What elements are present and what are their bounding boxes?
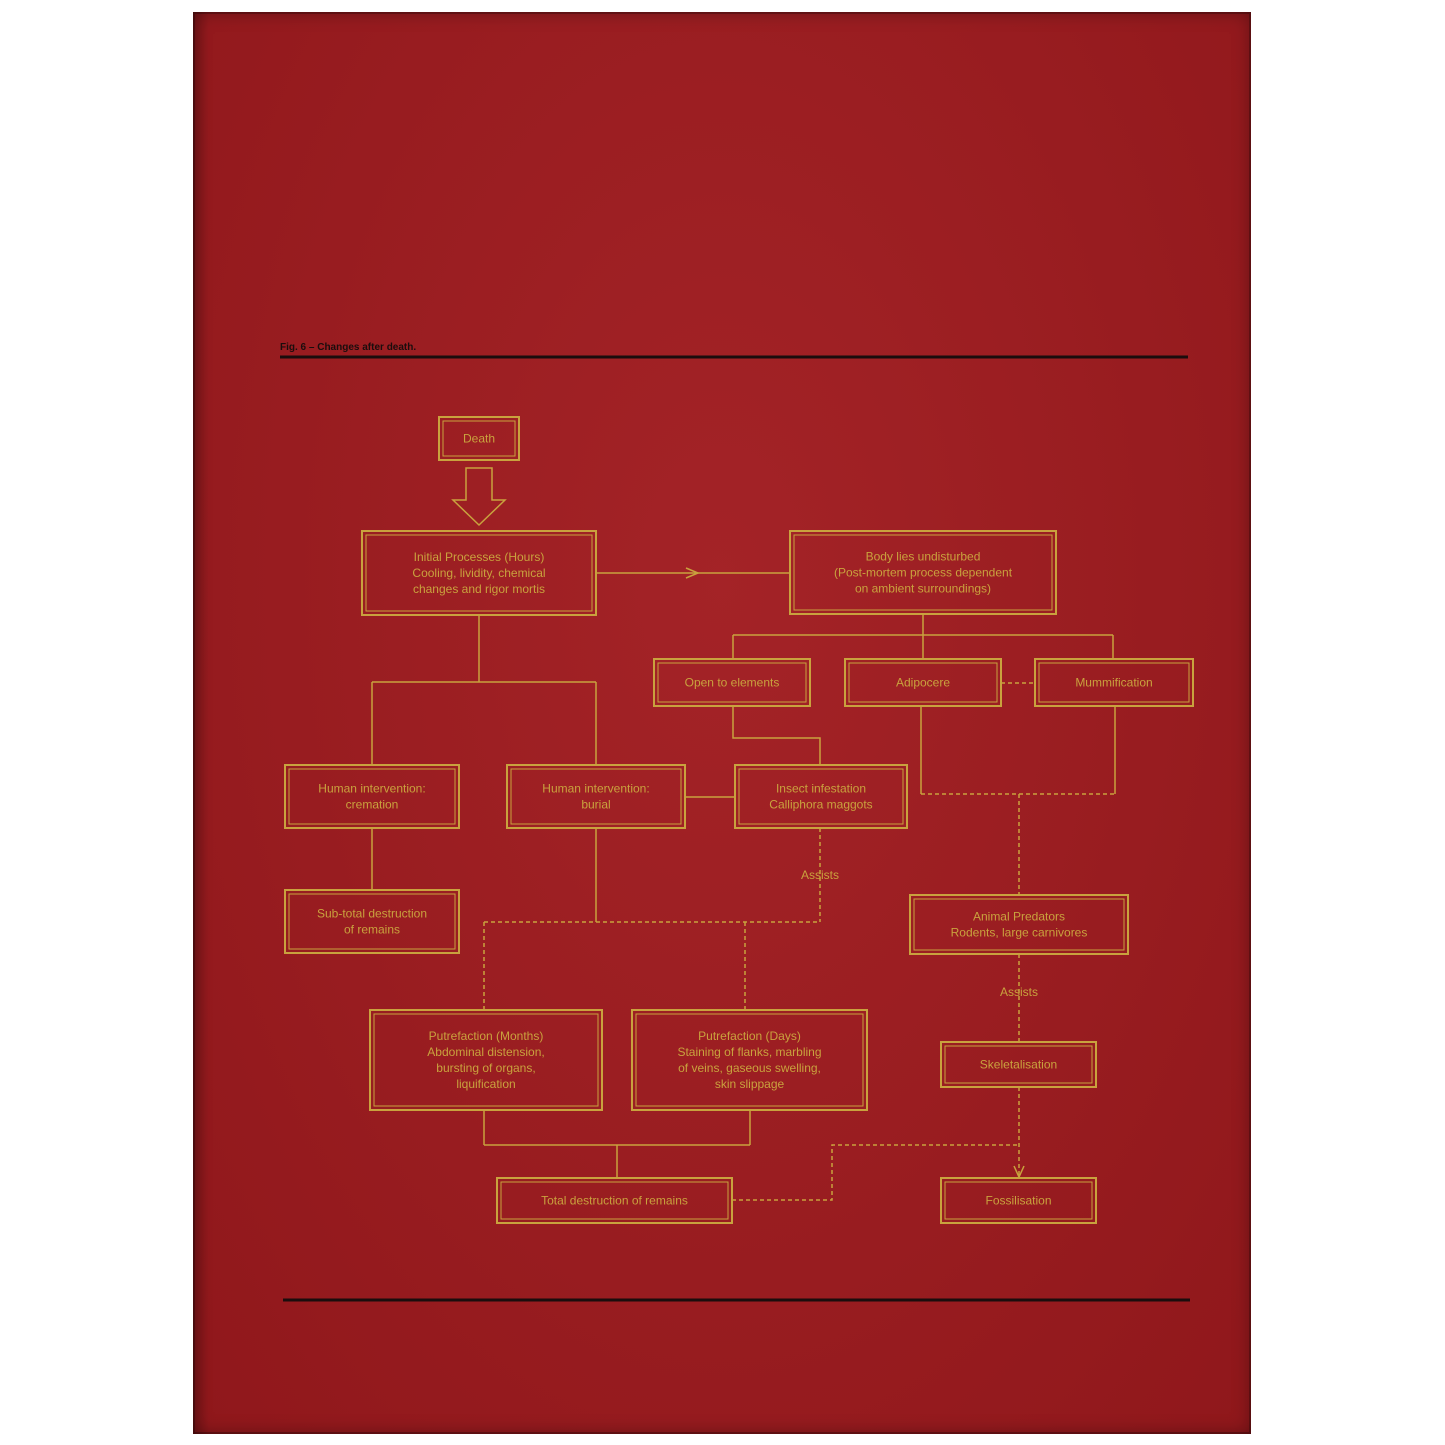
edge-total-fossilisation — [732, 1145, 1019, 1200]
node-detail: Staining of flanks, marbling — [677, 1045, 822, 1059]
node-putrefaction-days — [632, 1010, 867, 1110]
node-detail: Cooling, lividity, chemical — [412, 566, 546, 580]
node-detail: Rodents, large carnivores — [950, 925, 1088, 940]
node-detail: changes and rigor mortis — [412, 582, 546, 596]
node-detail: skin slippage — [714, 1077, 785, 1091]
node-title: Insect infestation — [775, 781, 867, 796]
node-detail: bursting of organs, — [436, 1061, 536, 1075]
node-adipocere — [845, 659, 1001, 706]
node-title: Initial Processes (Hours) — [413, 550, 545, 564]
node-cremation — [285, 765, 459, 828]
node-title: Open to elements — [684, 675, 780, 690]
node-mummification — [1035, 659, 1193, 706]
edge-open-insect — [733, 706, 820, 765]
node-body-undisturbed — [790, 531, 1056, 614]
node-title: Human intervention: — [318, 781, 426, 796]
node-title: Fossilisation — [985, 1193, 1052, 1208]
figure-caption: Fig. 6 – Changes after death. — [280, 342, 417, 353]
node-death — [439, 417, 519, 460]
node-total-destruction — [497, 1178, 732, 1223]
node-detail: liquification — [456, 1077, 516, 1091]
node-title: Animal Predators — [972, 909, 1066, 924]
node-detail: Calliphora maggots — [769, 797, 873, 812]
node-skeletalisation — [941, 1042, 1096, 1087]
node-title: Sub-total destruction — [316, 906, 428, 921]
node-title: Skeletalisation — [979, 1057, 1058, 1072]
node-detail: burial — [581, 797, 611, 812]
node-detail: on ambient surroundings) — [854, 581, 992, 596]
node-title: Total destruction of remains — [541, 1193, 688, 1208]
node-title: Death — [462, 431, 496, 446]
node-animal-predators — [910, 895, 1128, 954]
node-sub-total-destruction — [285, 890, 459, 953]
death-arrow — [453, 468, 505, 525]
node-fossilisation — [941, 1178, 1096, 1223]
node-title: Human intervention: — [542, 781, 650, 796]
edge-label-assists: Assists — [999, 985, 1039, 999]
node-detail: of remains — [343, 922, 401, 937]
node-initial-processes — [362, 531, 596, 615]
edge-label-assists: Assists — [800, 868, 840, 882]
node-detail: cremation — [345, 797, 399, 812]
node-title: Putrefaction (Days) — [698, 1029, 801, 1043]
node-putrefaction-months — [370, 1010, 602, 1110]
node-detail: of veins, gaseous swelling, — [678, 1061, 821, 1075]
node-detail: Abdominal distension, — [427, 1045, 545, 1059]
node-title: Mummification — [1075, 675, 1153, 690]
node-title: Putrefaction (Months) — [428, 1029, 544, 1043]
node-insect-infestation — [735, 765, 907, 828]
node-open-to-elements — [654, 659, 810, 706]
node-detail: (Post-mortem process dependent — [833, 565, 1013, 580]
node-burial — [507, 765, 685, 828]
node-title: Body lies undisturbed — [865, 549, 981, 564]
node-title: Adipocere — [895, 675, 951, 690]
